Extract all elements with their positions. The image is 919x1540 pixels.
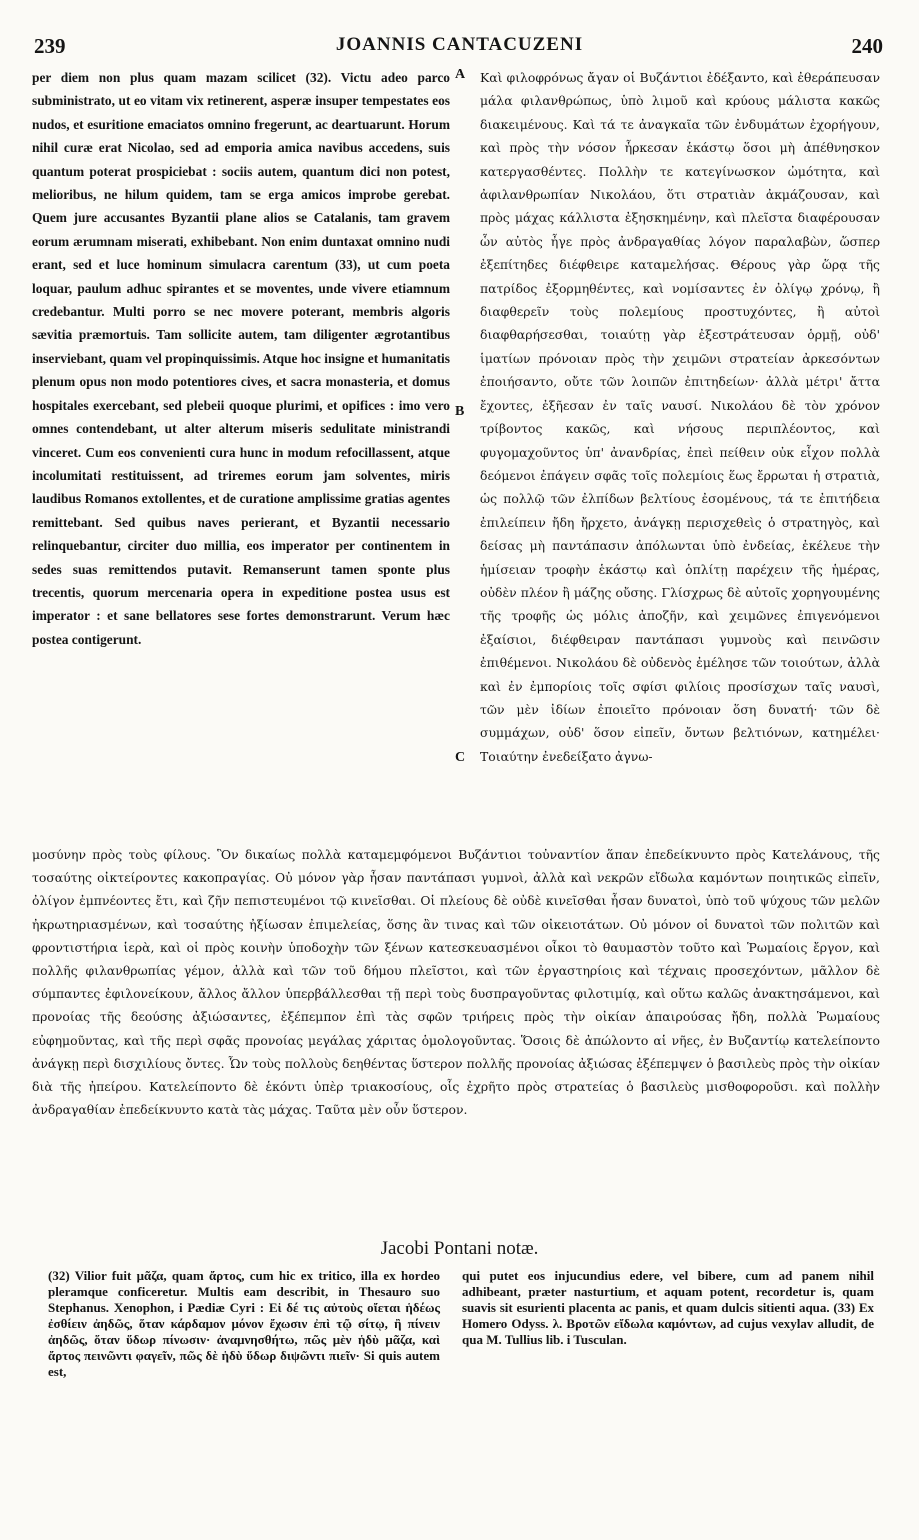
- notes-heading: Jacobi Pontani notæ.: [380, 1238, 539, 1259]
- page-number-right: 240: [851, 34, 883, 58]
- section-marker-a: A: [455, 67, 466, 82]
- greek-original-column: Καὶ φιλοφρόνως ἄγαν οἱ Βυζάντιοι ἐδέξαντο, καὶ ἐθεράπευσαν μάλα φιλανθρώπως, ὑπὸ λιμοῦ καὶ κρύους μάλιστα κακῶς διακειμένους. Καὶ τά τε ἀναγκαῖα τῶν ἐνδυμάτων ἐχορήγουν, καὶ πρὸς τὴν νόσον ἧρκεσαν ἑκάστῳ ὅσοι μὴ ἀπέθνησκον κατεργασθέντες. Πολλὴν τε κατεγίνωσκον ὠμότητα, καὶ ἀφιλανθρωπίαν Νικολάου, ὅτι στρατιὰν ἀκμάζουσαν, καὶ πρὸς μάχας κάλλιστα ἐξησκημένην, καὶ πλεῖστα διαφέρουσαν ὧν αὐτὸς ἦγε πρὸς ἀνδραγαθίας λόγον παραλαβὼν, ὥσπερ ἐξεπίτηδες διέφθειρε καταμελήσας. Θέρους γὰρ ὥρᾳ τῆς πατρίδος ἐξορμηθέντες, καὶ νομίσαντες ἐν ὀλίγῳ χρόνῳ, ἢ διαφθερεῖν τοὺς πολεμίους προστυχόντες, ἢ αὐτοὶ διαφθαρήσεσθαι, τοιαύτῃ γὰρ ἐξεστράτευσαν ὁρμῇ, οὐδ' ἱματίων πρόνοιαν πρὸς τὴν χειμῶνι στρατείαν ἀρκεσόντων ἐποιήσαντο, οὔτε τῶν λοιπῶν ἐπιτηδείων· ἀλλὰ μέτρι' ἄττα ἔχοντες, ἐξῆεσαν ἐν ταῖς ναυσί. Νικολάου δὲ τὸν χρόνον τρίβοντος κακῶς, καὶ νήσους περιπλέοντος, καὶ φυγομαχοῦντος ὑπ' ἀνανδρίας, ἐπεὶ πείθειν οὐκ εἶχον πολλὰ δεόμενοι ἐπάγειν σφᾶς τοῖς πολεμίοις ἕως ἔρρωται ἡ στρατιὰ, ὡς πολλῷ τῶν ἐλπίδων βελτίους ἐσομένους, τά τε ἐπιτήδεια ἐπιλείπειν ἤδη ἤρχετο, ἀνάγκῃ περισχεθεὶς ὁ στρατηγὸς, καὶ δείσας μὴ παντάπασιν ἀπόλωνται ὑπὸ ἐνδείας, ἐκέλευε τὴν ἡμίσειαν τροφὴν ἑκάστῳ καὶ ὁπλίτῃ παρέχειν τῆς ἡμέρας, οὐδὲν πλέον ἢ μάζης οὔσης. Γλίσχρως δὲ αὐτοῖς χορηγουμένης τῆς τροφῆς ὡς μόλις ἀποζῆν, καὶ χειμῶνες ἐπιγενόμενοι ἐξαίσιοι, διέφθειραν παντάπασι γυμνοὺς καὶ πεινῶσιν ἐπιθέμενοι. Νικολάου δὲ οὐδενὸς ἐμέλησε τῶν τοιούτων, ἀλλὰ καὶ ἐν ἐμπορίοις τοῖς σφίσι φιλίοις προσίσχων ταῖς ναυσὶ, τῶν μὲν ἰδίων ἐποιεῖτο πρόνοιαν ὅση δυνατή· τῶν δὲ συμμάχων, οὐδ' ὅσον εἰπεῖν, ὄντων βελτιόνων, κατημέλει· Τοιαύτην ἐνεδείξατο ἀγνω-: [480, 70, 880, 764]
- section-marker-b: B: [455, 404, 465, 419]
- latin-translation-column: per diem non plus quam mazam scilicet (32). Victu adeo parco subministrato, ut eo vitam vix retinerent, asperæ insuper tempestates eos nudos, et esuritione emaciatos omnino fregerunt, ac deartuarunt. Horum nihil curæ erat Nicolao, sed ad emporia amica navibus accedens, suis quantum poterat prospiciebat : sociis autem, quantum dici non potest, melioribus, ne hilum quidem, tam se erga amicos improbe gerebat. Quem jure accusantes Byzantii plane alios se Catalanis, tam gravem eorum ærumnam miserati, exhibebant. Non enim duntaxat omnino nudi erant, sed et luce hominum simulacra carentum (33), ut cum poeta loquar, paulum adhuc spirantes et se moventes, unde vivere etiamnum credebantur. Multi porro se nec movere poterant, membris algoris sævitia præmortuis. Tam sollicite autem, tam diligenter ægrotantibus inserviebant, quam vel propinquissimis. Atque hoc insigne et humanitatis plenum opus non modo potentiores cives, et sacra monasteria, et domus hospitales exercebant, sed plebeii quoque plurimi, et opifices : imo vero omnes contendebant, ut alter alterum miseris sedulitate ministrandi vinceret. Cum eos convenienti cura hunc in modum refocillassent, atque incolumitati restituissent, ad triremes eorum jam solventes, miris laudibus Romanos extollentes, et de curatione amplissime gratias agentes remittebant. Sed quibus naves perierant, et Byzantii necessario relinquebantur, circiter duo millia, eos imperator per continentem in sedes suas remittendos putavit. Remanserunt tamen sponte plus trecentis, quorum mercenaria opera in expeditione postea usus est imperator : et sane bellatores sese fortes demonstrarunt. Verum hæc postea contigerunt.: [32, 70, 450, 647]
- section-marker-c: C: [455, 750, 466, 765]
- greek-full-width-text: μοσύνην πρὸς τοὺς φίλους. Ὃν δικαίως πολλὰ καταμεμφόμενοι Βυζάντιοι τοὐναντίον ἅπαν ἐπεδείκνυντο πρὸς Κατελάνους, τῆς τοσαύτης οἰκτείροντες κακοπραγίας. Οὐ μόνον γὰρ ἦσαν παντάπασι γυμνοὶ, ἀλλὰ καὶ νεκρῶν εἴδωλα καμόντων ποιητικῶς εἰπεῖν, ὀλίγον ἐμπνέοντες ἔτι, καὶ ζῆν πεπιστευμένοι τῷ κινεῖσθαι. Οἱ πλείους δὲ οὐδὲ κινεῖσθαι ἦσαν δυνατοὶ, ὑπὸ τοῦ ψύχους τῶν μελῶν ἠκρωτηριασμένων, καὶ τοσαύτης ἠξίωσαν ἐπιμελείας, ὅσης ἂν τινας καὶ τῶν οἰκειοτάτων. Οὐ μόνον οἱ δυνατοὶ τῶν πολιτῶν καὶ φροντιστήρια ἱερὰ, καὶ οἱ πρὸς κοινὴν ὑποδοχὴν τῶν ξένων κατεσκευασμένοι οἶκοι τὸ θαυμαστὸν τοῦτο καὶ Ῥωμαίοις ἔργον, καὶ πολλῆς φιλανθρωπίας γέμον, ἀλλὰ καὶ τῶν τοῦ δήμου πλεῖστοι, καὶ τῶν ἐργαστηρίοις καὶ τέχναις προσεχόντων, μᾶλλον δὲ σύμπαντες ἐφιλονείκουν, ἄλλος ἄλλον ὑπερβάλλεσθαι τῇ περὶ τοὺς δυσπραγοῦντας φιλοτιμίᾳ, καὶ οὕτω καλῶς ἀνακτησάμενοι, καὶ προνοίας τῆς δεούσης ἀξιώσαντες, ἐξέπεμπον ἐπὶ τὰς σφῶν τριήρεις πρὸς τὴν οἰκίαν ἀπαιρούσας ἤδη, πολλὰ Ῥωμαίους εὐφημοῦντας, καὶ τῆς περὶ σφᾶς προνοίας μεγάλας χάριτας ὁμολογοῦντας. Ὅσοις δὲ ἀπώλοντο αἱ νῆες, ἐν Βυζαντίῳ κατελείποντο ἀνάγκῃ περὶ δισχιλίους ὄντες. Ὧν τοὺς πολλοὺς δεηθέντας ὕστερον πολλῆς προνοίας ἀξιώσας ἐξέπεμψεν ὁ βασιλεὺς πρὸς τὴν οἰκίαν διὰ τῆς ἠπείρου. Κατελείποντο δὲ ἑκόντι ὑπὲρ τριακοσίους, οἷς ἐχρῆτο πρὸς στρατείας ὁ βασιλεὺς μισθοφοροῦσι. καὶ πολλὴν ἀνδραγαθίαν ἐπεδείκνυντο κατὰ τὰς μάχας. Ταῦτα μὲν οὖν ὕστερον.: [32, 847, 880, 1118]
- footnote-right-column: qui putet eos injucundius edere, vel bibere, cum ad panem nihil adhibeant, præter nasturtium, et aquam potent, recordetur is, quam suavis sit esurienti placenta ac panis, et quam dulcis sitienti aqua. (33) Ex Homero Odyss. λ. Βροτῶν εἴδωλα καμόντων, ad cujus vexylav alludit, de qua M. Tullius lib. i Tusculan.: [462, 1268, 874, 1347]
- page-number-left: 239: [34, 34, 66, 58]
- running-header: [32, 34, 887, 60]
- footnote-left-column: (32) Vilior fuit μᾶζα, quam ἄρτος, cum hic ex tritico, illa ex hordeo pleramque conficeretur. Multis eam describit, in Thesauro suo Stephanus. Xenophon, i Pædiæ Cyri : Εἰ δέ τις αὐτοὺς οἴεται ἡδέως ἐσθίειν ἀηδῶς, ὅταν κάρδαμον μόνον ἔχωσιν ἐπὶ τῷ σίτῳ, ἢ πίνειν ἀηδῶς, ὅταν ὕδωρ πίνωσιν· ἀναμνησθήτω, πῶς μὲν ἡδὺ μᾶζα, καὶ ἄρτος πεινῶντι φαγεῖν, πῶς δὲ ἡδὺ ὕδωρ διψῶντι πιεῖν· Si quis autem est,: [48, 1268, 440, 1379]
- running-title: JOANNIS CANTACUZENI: [335, 34, 584, 55]
